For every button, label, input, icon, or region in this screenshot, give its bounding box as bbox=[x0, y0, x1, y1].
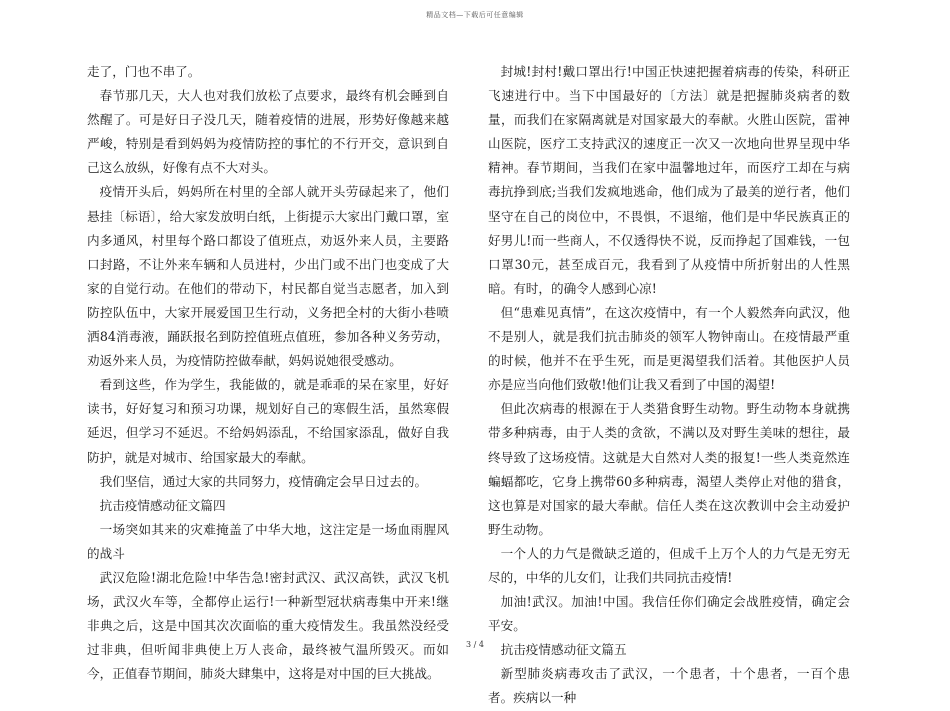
page-header: 精品文档—下载后可任意编辑 bbox=[426, 11, 524, 19]
paragraph: 但“患难见真情”，在这次疫情中，有一个人毅然奔向武汉，他不是别人，就是我们抗击肺炎的领军人物钟南山。在疫情最严重的时候，他并不在乎生死，而是更渴望我们活着。其他医护人员亦是应当向他们致敬!他们让我又看到了中国的渴望! bbox=[488, 304, 850, 393]
paragraph: 疫情开头后，妈妈所在村里的全部人就开头劳碌起来了，他们悬挂〔标语〕，给大家发放明白纸，上街提示大家出门戴口罩，室内多通风，村里每个路口都设了值班点，劝返外来人员，主要路口封路，不让外来车辆和人员进村，少出门或不出门也变成了大家的自觉行动。在他们的带动下，村民都自觉当志愿者，加入到防控队伍中，大家开展爱国卫生行动，义务把全村的大街小巷喷洒84消毒液，踊跃报名到防控值班点值班，参加各种义务劳动，劝返外来人员，为疫情防控做奉献，妈妈说她很受感动。 bbox=[87, 184, 449, 369]
right-column bbox=[488, 60, 850, 711]
paragraph: 封城!封村!戴口罩出行!中国正快速把握着病毒的传染，科研正飞速进行中。当下中国最好的〔方法〕就是把握肺炎病者的数量，而我们在家隔离就是对国家最大的奉献。火胜山医院，雷神山医院，医疗工支持武汉的速度正一次又一次地向世界呈现中华精神。春节期间，当我们在家中温馨地过年，而医疗工却在与病毒抗挣到底;当我们发疯地逃命，他们成为了最美的逆行者，他们坚守在自己的岗位中，不畏惧，不退缩，他们是中华民族真正的好男儿!而一些商人，不仅透得快不说，反而挣起了国难钱，一包口罩30元，甚至成百元，我看到了从疫情中所折射出的人性黑暗。有时，的确令人感到心凉! bbox=[488, 64, 850, 296]
paragraph: 看到这些，作为学生，我能做的，就是乖乖的呆在家里，好好读书，好好复习和预习功课，规划好自己的寒假生活，虽然寒假延迟，但学习不延迟。不给妈妈添乱，不给国家添乱，做好自我防护，就是对城市、给国家最大的奉献。 bbox=[87, 377, 449, 465]
paragraph: 我们坚信，通过大家的共同努力，疫情确定会早日过去的。 bbox=[99, 473, 428, 489]
paragraph: 新型肺炎病毒攻击了武汉，一个患者，十个患者，一百个患者。疾病以一种 bbox=[488, 666, 850, 706]
left-column bbox=[87, 60, 449, 686]
paragraph: 春节那几天，大人也对我们放松了点要求，最终有机会睡到自然醒了。可是好日子没几天，随着疫情的进展，形势好像越来越严峻，特别是看到妈妈为疫情防控的事忙的不行开交，意识到自己这么放纵，好像有点不大对头。 bbox=[87, 88, 449, 176]
section-heading: 抗击疫情感动征文篇五 bbox=[500, 642, 627, 658]
paragraph: 一场突如其来的灾难掩盖了中华大地，这注定是一场血雨腥风的战斗 bbox=[87, 521, 449, 561]
paragraph: 走了，门也不串了。 bbox=[87, 64, 201, 79]
paragraph: 一个人的力气是微缺乏道的，但成千上万个人的力气是无穷无尽的，中华的儿女们，让我们共同抗击疫情! bbox=[488, 545, 850, 585]
page-number: 3 / 4 bbox=[466, 640, 484, 649]
paragraph: 武汉危险!湖北危险!中华告急!密封武汉、武汉高铁，武汉飞机场，武汉火车等，全都停止运行!一种新型冠状病毒集中开来!继非典之后，这是中国其次次面临的重大疫情发生。我虽然没经受过非典，但听闻非典使上万人丧命，最终被气温所毁灭。而如今，正值春节期间，肺炎大肆集中，这将是对中国的巨大挑战。 bbox=[87, 569, 449, 682]
paragraph: 加油!武汉。加油!中国。我信任你们确定会战胜疫情，确定会平安。 bbox=[488, 594, 850, 634]
section-heading: 抗击疫情感动征文篇四 bbox=[99, 497, 226, 513]
paragraph: 但此次病毒的根源在于人类猎食野生动物。野生动物本身就携带多种病毒，由于人类的贪欲，不满以及对野生美味的想往，最终导致了这场疫情。这就是大自然对人类的报复!一些人类竟然连蝙蝠都吃，它身上携带60多种病毒，渴望人类停止对他的猎食，这也算是对国家的最大奉献。信任人类在这次教训中会主动爱护野生动物。 bbox=[488, 401, 850, 537]
